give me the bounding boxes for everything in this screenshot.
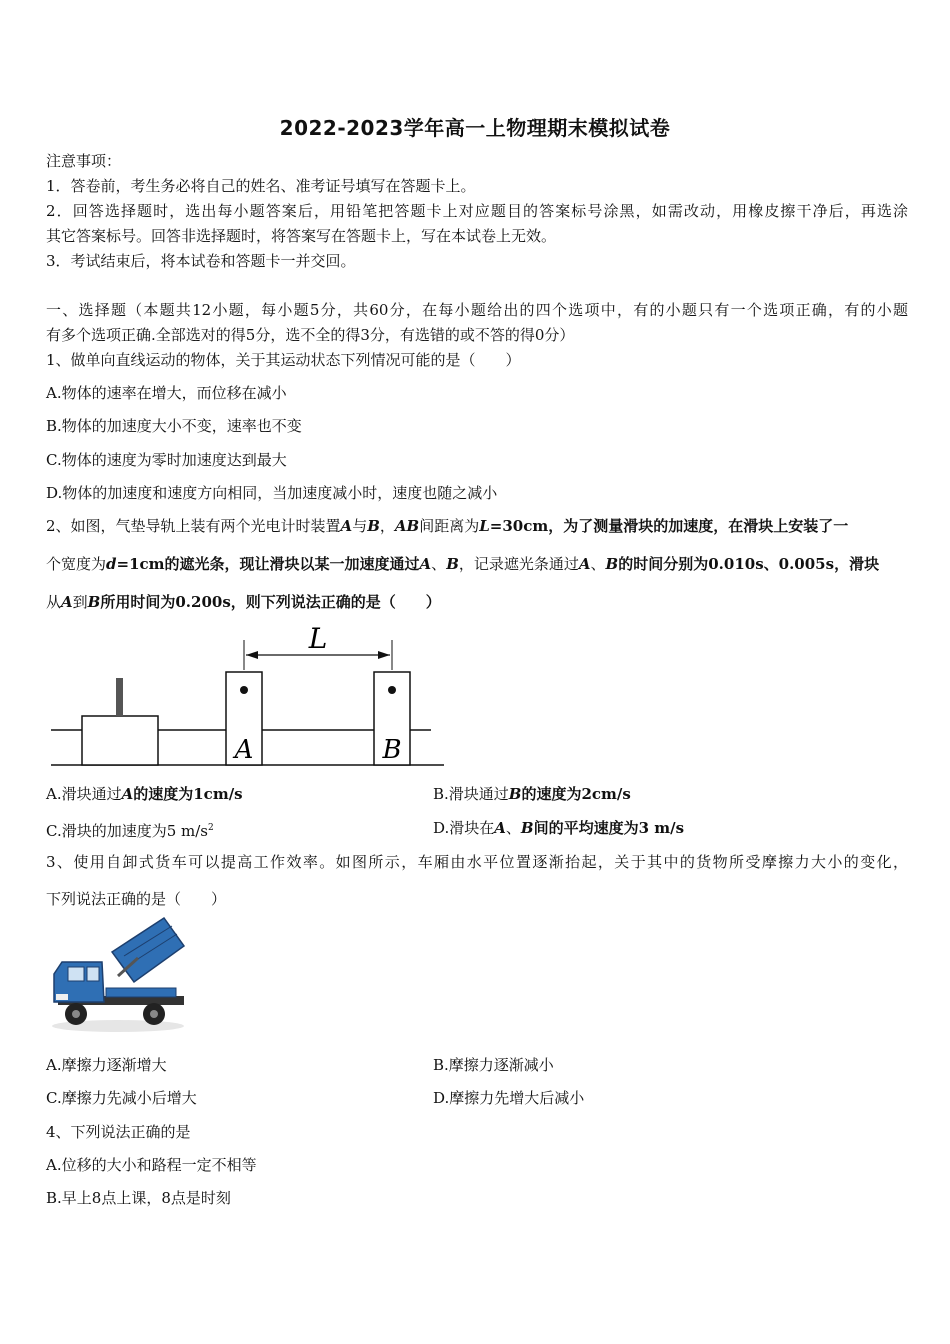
q2-option-d: D.滑块在A、B间的平均速度为3 m/s (433, 819, 685, 837)
q1-option-d: D.物体的加速度和速度方向相同，当加速度减小时，速度也随之减小 (46, 484, 498, 502)
q2-option-a: A.滑块通过A的速度为1cm/s (46, 785, 243, 803)
q3-option-a: A.摩擦力逐渐增大 (46, 1056, 167, 1074)
q2-stem-line1: 2、如图，气垫导轨上装有两个光电计时装置A与B，AB间距离为L=30cm，为了测量滑块的加速度，在滑块上安装了一 (46, 517, 849, 535)
shading-strip (116, 678, 123, 716)
photogate-b-dot (388, 686, 396, 694)
q1-option-a: A.物体的速率在增大，而位移在减小 (46, 384, 287, 402)
q1-option-c: C.物体的速度为零时加速度达到最大 (46, 451, 287, 469)
section-heading-cont: 有多个选项正确.全部选对的得5分，选不全的得3分，有选错的或不答的得0分） (46, 326, 575, 344)
air-track-figure (46, 620, 446, 770)
q3-option-c: C.摩擦力先减小后增大 (46, 1089, 197, 1107)
slider-block (82, 716, 158, 765)
truck-window (68, 967, 84, 981)
q2-stem-line2: 个宽度为d=1cm的遮光条，现让滑块以某一加速度通过A、B，记录遮光条通过A、B的时间分别为0.010s、0.005s，滑块 (46, 555, 880, 573)
notice-item-2-cont: 其它答案标号。回答非选择题时，将答案写在答题卡上，写在本试卷上无效。 (46, 227, 557, 245)
q3-stem-line2: 下列说法正确的是（ ） (46, 890, 227, 908)
notice-item-2: 2．回答选择题时，选出每小题答案后，用铅笔把答题卡上对应题目的答案标号涂黑，如需改动，用橡皮擦干净后，再选涂 (46, 202, 908, 220)
photogate-a-dot (240, 686, 248, 694)
q1-stem: 1、做单向直线运动的物体，关于其运动状态下列情况可能的是（ ） (46, 351, 521, 369)
q4-option-a: A.位移的大小和路程一定不相等 (46, 1156, 257, 1174)
q2-option-b: B.滑块通过B的速度为2cm/s (433, 785, 631, 803)
label-l: L (308, 622, 328, 655)
page-title: 2022-2023学年高一上物理期末模拟试卷 (279, 116, 671, 140)
q2-option-c: C.滑块的加速度为5 $m/s^2$ (46, 822, 214, 840)
notice-heading: 注意事项： (46, 152, 122, 170)
q3-stem-line1: 3、使用自卸式货车可以提高工作效率。如图所示，车厢由水平位置逐渐抬起，关于其中的货物所受摩擦力大小的变化， (46, 853, 908, 871)
section-heading: 一、选择题（本题共12小题，每小题5分，共60分，在每小题给出的四个选项中，有的小题只有一个选项正确，有的小题 (46, 301, 908, 319)
notice-item-1: 1．答卷前，考生务必将自己的姓名、准考证号填写在答题卡上。 (46, 177, 476, 195)
label-b: B (382, 735, 402, 765)
q3-option-b: B.摩擦力逐渐减小 (433, 1056, 554, 1074)
q1-option-b: B.物体的加速度大小不变，速率也不变 (46, 417, 302, 435)
notice-item-3: 3．考试结束后，将本试卷和答题卡一并交回。 (46, 252, 356, 270)
q4-stem: 4、下列说法正确的是 (46, 1123, 191, 1141)
label-a: A (234, 735, 254, 765)
q3-option-d: D.摩擦力先增大后减小 (433, 1089, 585, 1107)
dump-truck-figure (46, 916, 188, 1036)
q4-option-b: B.早上8点上课，8点是时刻 (46, 1189, 231, 1207)
q2-stem-line3: 从A到B所用时间为0.200s，则下列说法正确的是（ ） (46, 593, 441, 611)
